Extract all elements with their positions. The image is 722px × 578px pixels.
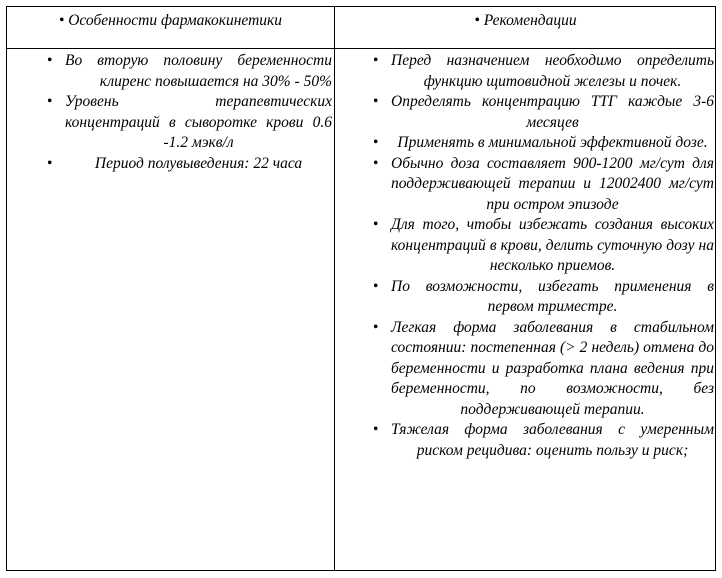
list-item-text: Определять концентрацию ТТГ каждые 3-6 месяцев [391,93,714,131]
bullet-icon: • [373,93,379,110]
recommendations-list [335,51,716,461]
list-item [7,51,334,92]
bullet-icon: • [373,52,379,69]
list-item [335,51,716,92]
bullet-icon: • [373,421,379,438]
list-item-text: Период полувыведения: 22 часа [94,154,303,172]
pharmacokinetics-list [7,51,334,174]
list-item-text: Тяжелая форма заболевания с умеренным риском рецидива: оценить пользу и риск; [391,421,714,459]
list-item-text: По возможности, избегать применения в первом триместре. [391,277,714,315]
list-item [335,154,716,216]
list-item-text: Применять в минимальной эффективной дозе. [397,134,708,151]
list-item [335,318,716,421]
bullet-icon: • [373,277,379,295]
bullet-icon: • [47,52,53,69]
list-item [7,92,334,154]
header-pharmacokinetics: • Особенности фармакокинетики [58,12,283,29]
list-item [335,92,716,133]
list-item [335,133,716,154]
list-item-text: Обычно доза составляет 900-1200 мг/сут для поддерживающей терапии и 12002400 мг/сут при остром эпизоде [391,154,714,213]
bullet-icon: • [373,318,379,336]
pharmacokinetics-table [6,6,716,571]
header-recommendations: • Рекомендации [474,12,577,29]
bullet-icon: • [373,134,379,151]
list-item-text: Для того, чтобы избежать создания высоких концентраций в крови, делить суточную дозу на несколько приемов. [391,216,714,274]
list-item-text: Легкая форма заболевания в стабильном состоянии: постепенная (> 2 недель) отмена до беременности и разработка плана ведения при беременности, по возможности, без поддерживающей терапии. [391,318,714,418]
bullet-icon: • [47,93,53,110]
list-item-text: Перед назначением необходимо определить функцию щитовидной железы и почек. [391,52,714,90]
list-item [335,277,716,318]
bullet-icon: • [373,154,379,172]
list-item [335,215,716,277]
bullet-icon: • [47,154,53,172]
list-item [335,420,716,461]
list-item [7,154,334,175]
list-item-text: Уровень терапевтических концентраций в сыворотке крови 0.6 -1.2 мэкв/л [65,93,332,151]
list-item-text: Во вторую половину беременности клиренс повышается на 30% - 50% [65,52,332,90]
header-divider [7,48,715,49]
bullet-icon: • [373,216,379,233]
